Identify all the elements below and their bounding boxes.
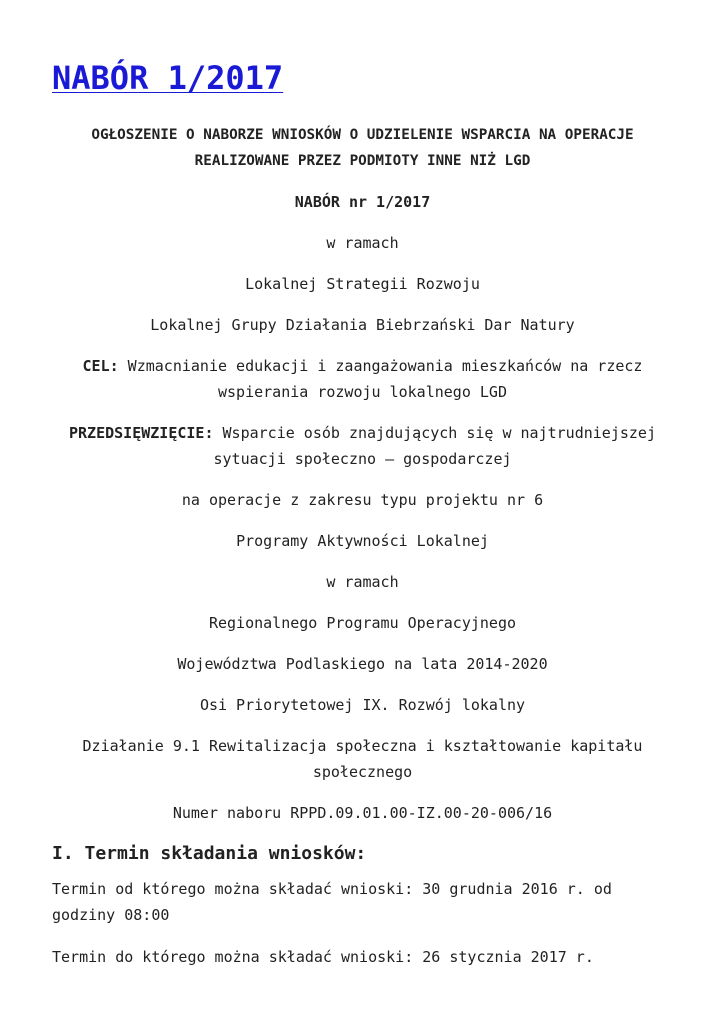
page-title <box>52 0 673 98</box>
numer-naboru-line: Numer naboru RPPD.09.01.00-IZ.00-20-006/16 <box>172 804 553 822</box>
nabor-number-heading: NABÓR nr 1/2017 <box>294 193 431 211</box>
cel-label: CEL: <box>82 357 119 375</box>
w-ramach-line-2: w ramach <box>326 573 399 591</box>
lsr-line: Lokalnej Strategii Rozwoju <box>245 275 480 293</box>
wojewodztwo-line: Województwa Podlaskiego na lata 2014-2020 <box>177 655 548 673</box>
przedsiewziecie-text: Wsparcie osób znajdujących się w najtrudniejszej sytuacji społeczno – gospodarczej <box>213 424 656 468</box>
announcement-heading: OGŁOSZENIE O NABORZE WNIOSKÓW O UDZIELENIE WSPARCIA NA OPERACJE REALIZOWANE PRZEZ PODMIOTY INNE NIŻ LGD <box>91 127 634 169</box>
programy-line: Programy Aktywności Lokalnej <box>236 532 489 550</box>
os-line: Osi Priorytetowej IX. Rozwój lokalny <box>199 696 526 714</box>
przedsiewziecie-paragraph <box>52 420 673 472</box>
lgd-line: Lokalnej Grupy Działania Biebrzański Dar Natury <box>150 316 575 334</box>
w-ramach-line: w ramach <box>326 234 399 252</box>
section-heading-termin: I. Termin składania wniosków: <box>52 843 367 864</box>
termin-od-paragraph: Termin od którego można składać wnioski: 30 grudnia 2016 r. od godziny 08:00 <box>52 880 612 924</box>
cel-paragraph <box>52 353 673 405</box>
termin-do-paragraph: Termin do którego można składać wnioski: 26 stycznia 2017 r. <box>52 948 594 966</box>
title-link[interactable]: NABÓR 1/2017 <box>52 59 284 97</box>
cel-text: Wzmacnianie edukacji i zaangażowania mieszkańców na rzecz wspierania rozwoju lokalnego LGD <box>118 357 643 401</box>
operacje-line: na operacje z zakresu typu projektu nr 6 <box>181 491 544 509</box>
przedsiewziecie-label: PRZEDSIĘWZIĘCIE: <box>68 424 214 442</box>
rpo-line: Regionalnego Programu Operacyjnego <box>208 614 517 632</box>
dzialanie-line: Działanie 9.1 Rewitalizacja społeczna i kształtowanie kapitału społecznego <box>82 737 643 781</box>
